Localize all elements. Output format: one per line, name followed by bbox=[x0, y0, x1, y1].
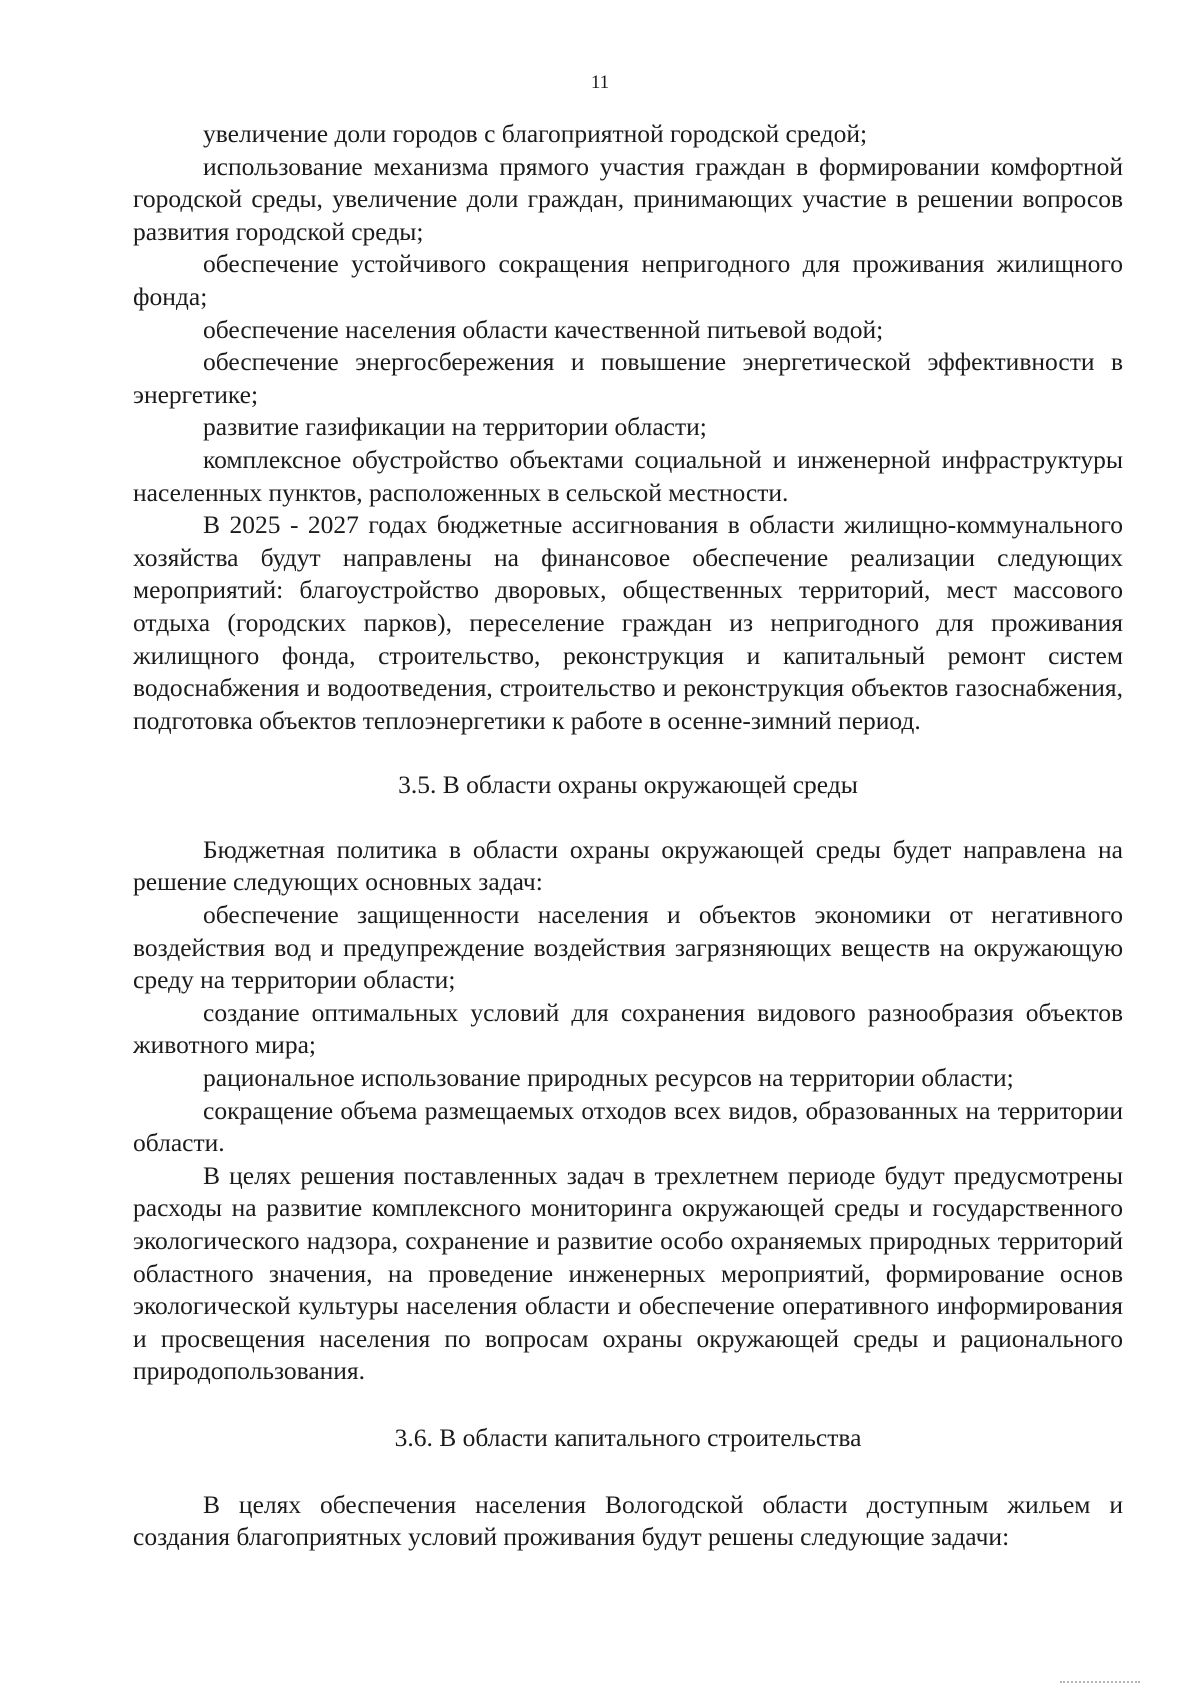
paragraph-35-5: сокращение объема размещаемых отходов всех видов, образованных на территории области. bbox=[133, 1095, 1123, 1158]
paragraph-35-1: Бюджетная политика в области охраны окружающей среды будет направлена на решение следующих основных задач: bbox=[133, 834, 1123, 897]
paragraph-34-7: комплексное обустройство объектами социальной и инженерной инфраструктуры населенных пунктов, расположенных в сельской местности. bbox=[133, 444, 1123, 507]
paragraph-34-3: обеспечение устойчивого сокращения непригодного для проживания жилищного фонда; bbox=[133, 249, 1123, 311]
paragraph-35-4: рациональное использование природных ресурсов на территории области; bbox=[203, 1063, 1014, 1093]
paragraph-35-2: обеспечение защищенности населения и объектов экономики от негативного воздействия вод и предупреждение воздействия загрязняющих веществ на окружающую среду на территории области; bbox=[133, 900, 1123, 995]
paragraph-34-4: обеспечение населения области качественной питьевой водой; bbox=[203, 314, 884, 344]
paragraph-35-6: В целях решения поставленных задач в трехлетнем периоде будут предусмотрены расходы на развитие комплексного мониторинга окружающей среды и государственного экологического надзора, сохранение и развитие особо охраняемых природных территорий областного значения, на проведение инженерных мероприятий, формирование основ экологической культуры населения области и обеспечение оперативного информирования и просвещения населения по вопросам охраны окружающей среды и рационального природопользования. bbox=[133, 1160, 1123, 1386]
page-number: 11 bbox=[590, 72, 610, 93]
document-body bbox=[133, 118, 1123, 1554]
paragraph-36-1: В целях обеспечения населения Вологодской области доступным жильем и создания благоприятных условий проживания будут решены следующие задачи: bbox=[133, 1489, 1123, 1552]
paragraph-35-3: создание оптимальных условий для сохранения видового разнообразия объектов животного мира; bbox=[133, 997, 1123, 1060]
paragraph-34-8: В 2025 - 2027 годах бюджетные ассигнования в области жилищно-коммунального хозяйства будут направлены на финансовое обеспечение реализации следующих мероприятий: благоустройство дворовых, общественных территорий, мест массового отдыха (городских парков), переселение граждан из непригодного для проживания жилищного фонда, строительство, реконструкция и капитальный ремонт систем водоснабжения и водоотведения, строительство и реконструкция объектов газоснабжения, подготовка объектов теплоэнергетики к работе в осенне-зимний период. bbox=[133, 510, 1123, 735]
section-heading-3-6: 3.6. В области капитального строительства bbox=[394, 1422, 862, 1452]
section-heading-3-5: 3.5. В области охраны окружающей среды bbox=[398, 770, 858, 800]
paragraph-34-5: обеспечение энергосбережения и повышение энергетической эффективности в энергетике; bbox=[133, 347, 1123, 409]
paragraph-34-6: развитие газификации на территории области; bbox=[203, 412, 707, 442]
paragraph-34-2: использование механизма прямого участия граждан в формировании комфортной городской среды, увеличение доли граждан, принимающих участие в решении вопросов развития городской среды; bbox=[133, 151, 1123, 246]
paragraph-34-1: увеличение доли городов с благоприятной городской средой; bbox=[203, 119, 868, 148]
scan-artifact bbox=[1060, 1681, 1140, 1689]
